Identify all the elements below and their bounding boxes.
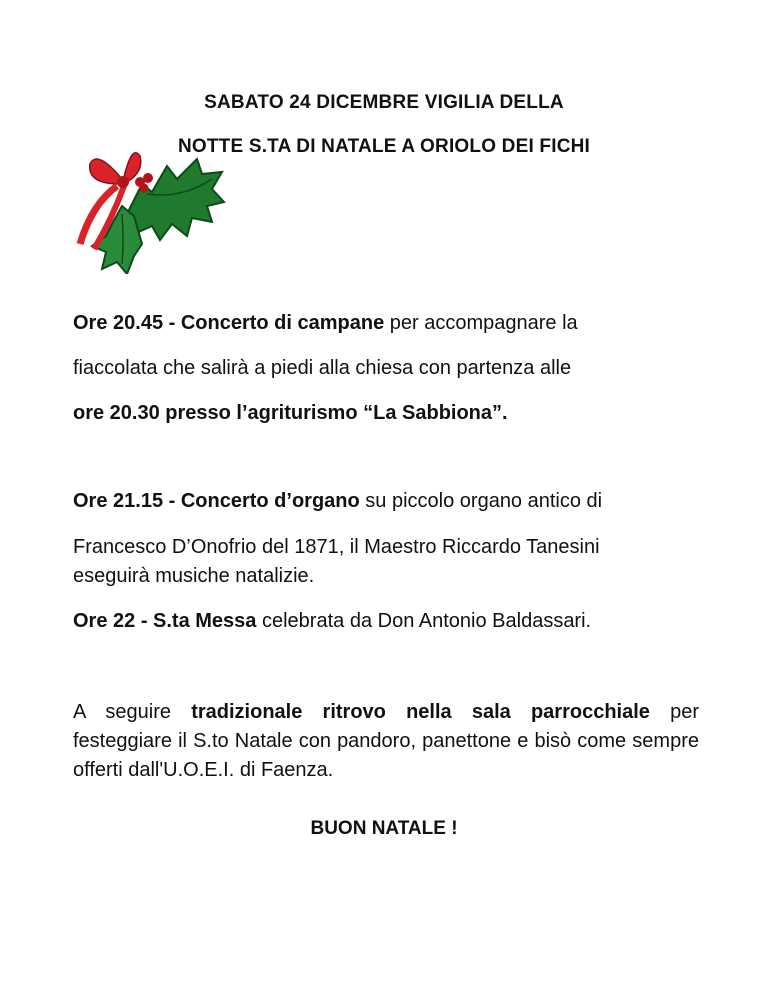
event1-line-2: fiaccolata che salirà a piedi alla chiesa con partenza alle <box>73 357 572 379</box>
event2-line-3: eseguirà musiche natalizie. <box>73 565 315 587</box>
holly-bow-icon <box>72 144 232 274</box>
event1-text: per accompagnare la <box>384 312 578 334</box>
title-line-2: NOTTE S.TA DI NATALE A ORIOLO DEI FICHI <box>177 136 591 157</box>
event2-line-2: Francesco D’Onofrio del 1871, il Maestro Riccardo Tanesini <box>73 536 600 558</box>
event3-text: celebrata da Don Antonio Baldassari. <box>256 610 592 632</box>
closing-bold: tradizionale ritrovo nella sala parrocchiale <box>191 701 650 723</box>
closing-paragraph <box>73 698 699 785</box>
event2-text: su piccolo organo antico di <box>359 490 603 512</box>
greeting: BUON NATALE ! <box>310 818 458 839</box>
event3-line-1 <box>73 610 591 633</box>
event1-time: Ore 20.45 - Concerto di campane <box>73 312 385 334</box>
event1-line-1 <box>73 312 578 335</box>
event1-meeting-point: ore 20.30 presso l’agriturismo “La Sabbiona”. <box>73 402 508 424</box>
title-line-1: SABATO 24 DICEMBRE VIGILIA DELLA <box>204 92 564 113</box>
event1-line-3 <box>73 402 508 425</box>
event2-line-1 <box>73 490 602 513</box>
event3-time: Ore 22 - S.ta Messa <box>73 610 257 632</box>
event2-time: Ore 21.15 - Concerto d’organo <box>73 490 360 512</box>
closing-lead: A seguire <box>73 701 192 723</box>
closing-rest: per festeggiare il S.to Natale con pandoro, panettone e bisò come sempre offerti dall'U.O.E.I. di Faenza. <box>73 701 700 781</box>
